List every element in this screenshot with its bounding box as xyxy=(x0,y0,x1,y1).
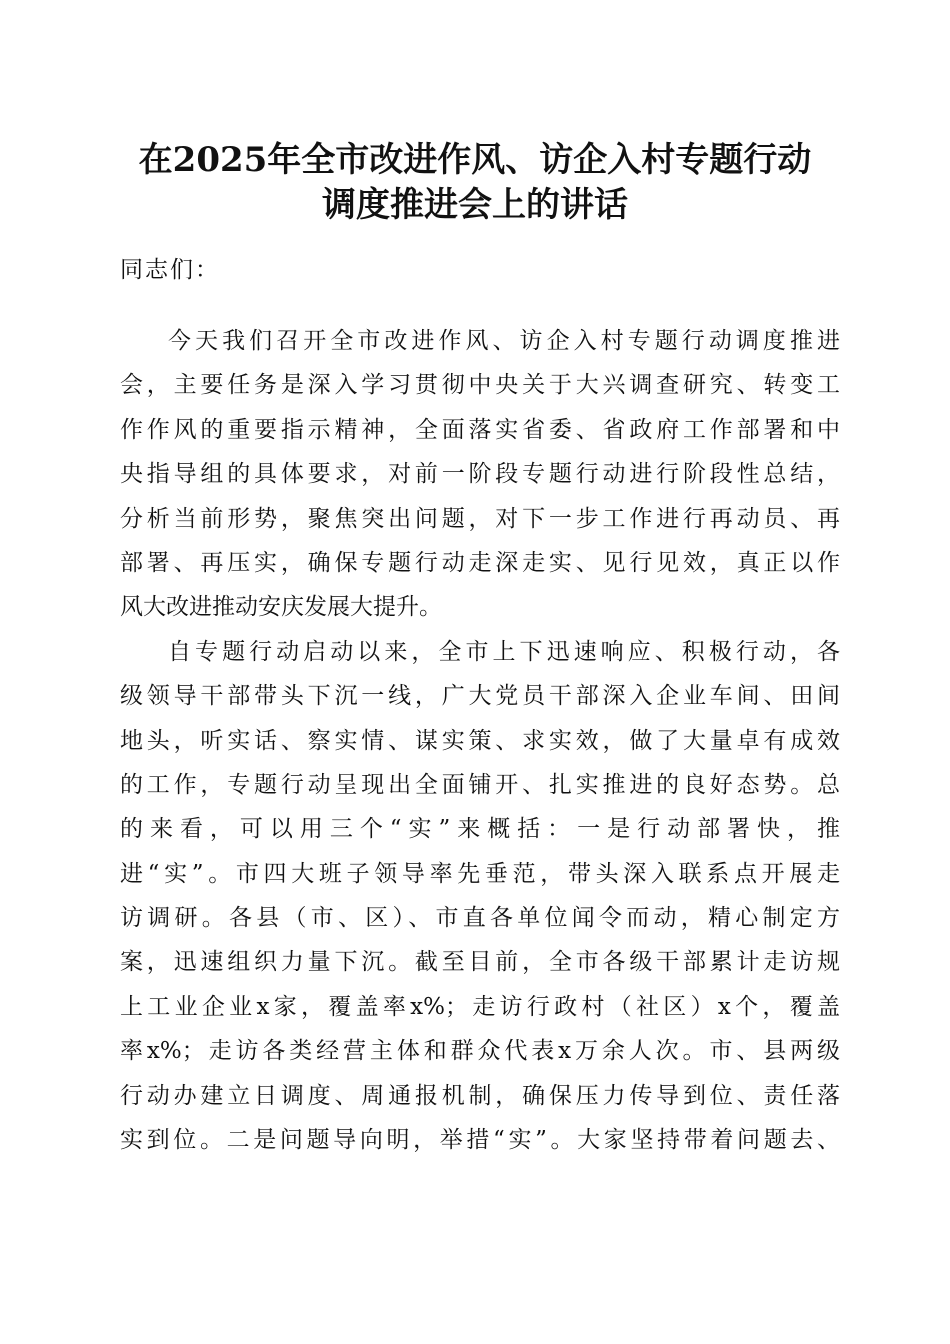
paragraph-2-line-11: 行动办建立日调度、周通报机制，确保压力传导到位、责任落 xyxy=(120,1082,840,1109)
paragraph-2-line-5: 的来看，可以用三个“实”来概括：一是行动部署快，推 xyxy=(120,816,840,843)
document-title-line-1: 在2025年全市改进作风、访企入村专题行动 xyxy=(138,140,812,180)
paragraph-2-line-7: 访调研。各县（市、区）、市直各单位闻令而动，精心制定方 xyxy=(120,905,840,932)
paragraph-2-line-1: 自专题行动启动以来，全市上下迅速响应、积极行动，各 xyxy=(168,638,840,665)
paragraph-2-line-9: 上工业企业x家，覆盖率x%；走访行政村（社区）x个，覆盖 xyxy=(120,993,840,1020)
paragraph-2-line-4: 的工作，专题行动呈现出全面铺开、扎实推进的良好态势。总 xyxy=(120,771,840,798)
paragraph-2-line-3: 地头，听实话、察实情、谋实策、求实效，做了大量卓有成效 xyxy=(120,727,840,754)
paragraph-2-line-12: 实到位。二是问题导向明，举措“实”。大家坚持带着问题去、 xyxy=(120,1127,840,1154)
paragraph-1-line-5: 分析当前形势，聚焦突出问题，对下一步工作进行再动员、再 xyxy=(120,505,840,532)
paragraph-2-line-6: 进“实”。市四大班子领导率先垂范，带头深入联系点开展走 xyxy=(120,860,840,887)
paragraph-1-line-7: 风大改进推动安庆发展大提升。 xyxy=(120,594,442,621)
paragraph-1-line-2: 会，主要任务是深入学习贯彻中央关于大兴调查研究、转变工 xyxy=(120,372,840,399)
paragraph-2-line-8: 案，迅速组织力量下沉。截至目前，全市各级干部累计走访规 xyxy=(120,949,840,976)
paragraph-1-line-6: 部署、再压实，确保专题行动走深走实、见行见效，真正以作 xyxy=(120,549,840,576)
document-title-line-2: 调度推进会上的讲话 xyxy=(322,185,628,225)
paragraph-2-line-10: 率x%；走访各类经营主体和群众代表x万余人次。市、县两级 xyxy=(120,1038,840,1065)
paragraph-1-line-1: 今天我们召开全市改进作风、访企入村专题行动调度推进 xyxy=(168,328,840,354)
paragraph-2-line-2: 级领导干部带头下沉一线，广大党员干部深入企业车间、田间 xyxy=(120,683,840,710)
paragraph-1-line-4: 央指导组的具体要求，对前一阶段专题行动进行阶段性总结， xyxy=(120,461,840,488)
paragraph-1-line-3: 作作风的重要指示精神，全面落实省委、省政府工作部署和中 xyxy=(120,416,840,443)
body-paragraphs xyxy=(120,319,840,1162)
salutation: 同志们： xyxy=(120,257,220,283)
